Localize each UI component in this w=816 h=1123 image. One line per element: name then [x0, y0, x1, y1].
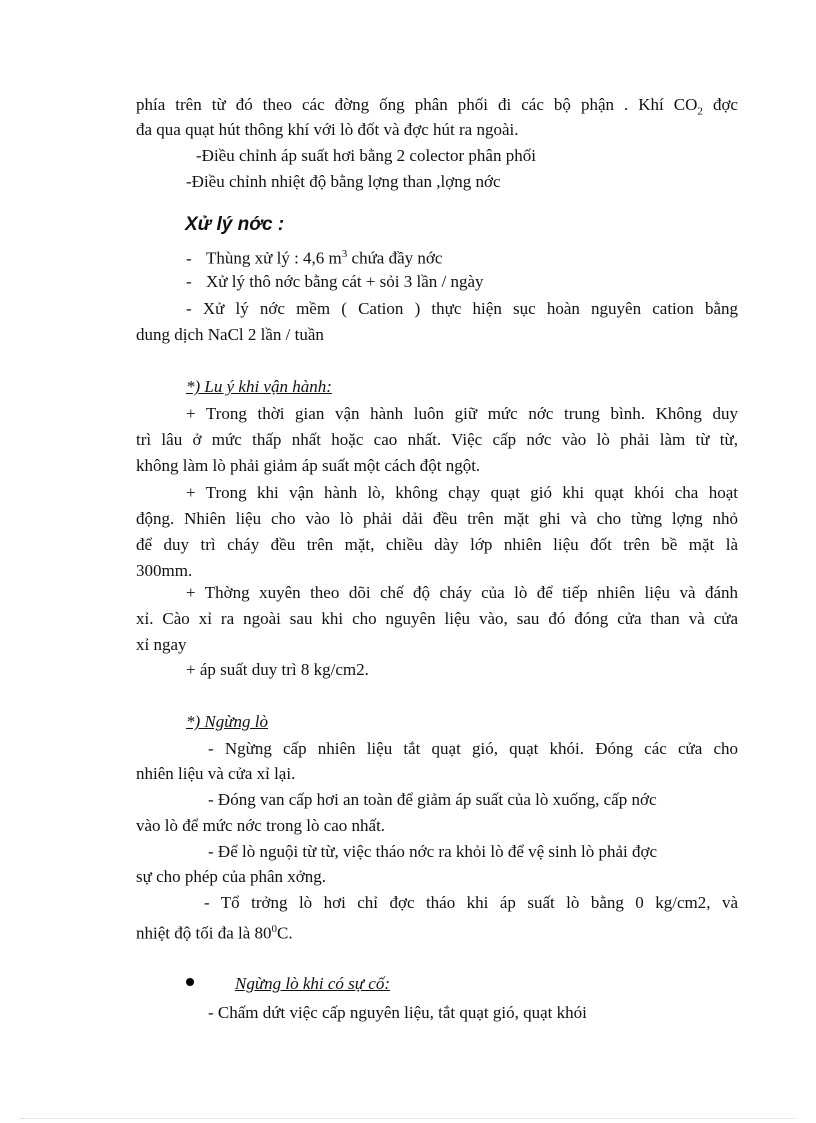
page-bottom-rule: [20, 1118, 796, 1119]
water-item-2: - Xử lý thô nớc bằng cát + sỏi 3 lần / ngày: [186, 272, 484, 291]
emergency-item-1: - Chấm dứt việc cấp nguyên liệu, tắt quạt gió, quạt khói: [208, 1003, 587, 1022]
shutdown-p4-line-2: nhiệt độ tối đa là $80^0C$.: [136, 923, 293, 943]
intro-line-4: -Điều chỉnh nhiệt độ bằng lợng than ,lợng nớc: [186, 172, 501, 191]
water-heading: Xử lý nớc :: [185, 214, 285, 235]
operation-p3-line-2: xỉ. Cào xỉ ra ngoài sau khi cho nguyên liệu vào, sau đó đóng cửa than và cửa: [136, 609, 738, 628]
operation-p1-line-2: trì lâu ở mức thấp nhất hoặc cao nhất. Việc cấp nớc vào lò phải làm từ từ,: [136, 430, 738, 449]
water-item-3-line-2: dung dịch NaCl 2 lần / tuần: [136, 325, 324, 344]
water-item-1: - Thùng xử lý : 4,6 $m^3$ chứa đầy nớc: [186, 248, 443, 268]
operation-p2-line-4: 300mm.: [136, 561, 193, 580]
water-item-3-line-1: - Xử lý nớc mềm ( Cation ) thực hiện sục hoàn nguyên cation bằng: [186, 299, 738, 318]
cubic-superscript: 3: [341, 248, 348, 260]
shutdown-heading: *) Ngừng lò: [186, 712, 268, 731]
operation-p1-line-3: không làm lò phải giảm áp suất một cách đột ngột.: [136, 456, 481, 475]
emergency-heading: Ngừng lò khi có sự cố:: [235, 974, 390, 993]
operation-p1-line-1: + Trong thời gian vận hành luôn giữ mức nớc trung bình. Không duy: [186, 404, 738, 423]
co2-subscript: 2: [697, 105, 703, 118]
operation-p3-line-1: + Thờng xuyên theo dõi chế độ cháy của lò để tiếp nhiên liệu và đánh: [186, 583, 738, 602]
operation-p3-line-3: xỉ ngay: [136, 635, 187, 654]
bullet-icon: [186, 978, 194, 986]
operation-heading: *) Lu ý khi vận hành:: [186, 377, 332, 396]
operation-p4: + áp suất duy trì 8 kg/cm2.: [186, 660, 369, 679]
intro-line-1: phía trên từ đó theo các đờng ống phân phối đi các bộ phận . Khí $CO_2$ đợc: [136, 95, 738, 118]
operation-p2-line-3: để duy trì cháy đều trên mặt, chiều dày lớp nhiên liệu đốt trên bề mặt là: [136, 535, 738, 554]
shutdown-p4-line-1: - Tổ trởng lò hơi chỉ đợc tháo khi áp suất lò bằng 0 kg/cm2, và: [204, 893, 738, 912]
shutdown-p3-line-1: - Để lò nguội từ từ, việc tháo nớc ra khỏi lò để vệ sinh lò phải đợc: [208, 842, 658, 861]
degree-superscript: 0: [271, 923, 278, 935]
operation-p2-line-2: động. Nhiên liệu cho vào lò phải dải đều trên mặt ghi và cho từng lợng nhỏ: [136, 509, 738, 528]
shutdown-p2-line-2: vào lò để mức nớc trong lò cao nhất.: [136, 816, 386, 835]
operation-p2-line-1: + Trong khi vận hành lò, không chạy quạt gió khi quạt khói cha hoạt: [186, 483, 738, 502]
intro-line-2: đa qua quạt hút thông khí với lò đốt và đợc hút ra ngoài.: [136, 120, 519, 139]
shutdown-p1-line-1: - Ngừng cấp nhiên liệu tắt quạt gió, quạt khói. Đóng các cửa cho: [208, 739, 738, 758]
intro-line-3: -Điều chỉnh áp suất hơi bằng 2 colector phân phối: [196, 146, 536, 165]
shutdown-p1-line-2: nhiên liệu và cửa xỉ lại.: [136, 764, 296, 783]
shutdown-p3-line-2: sự cho phép của phân xởng.: [136, 867, 327, 886]
shutdown-p2-line-1: - Đóng van cấp hơi an toàn để giảm áp suất của lò xuống, cấp nớc: [208, 790, 657, 809]
